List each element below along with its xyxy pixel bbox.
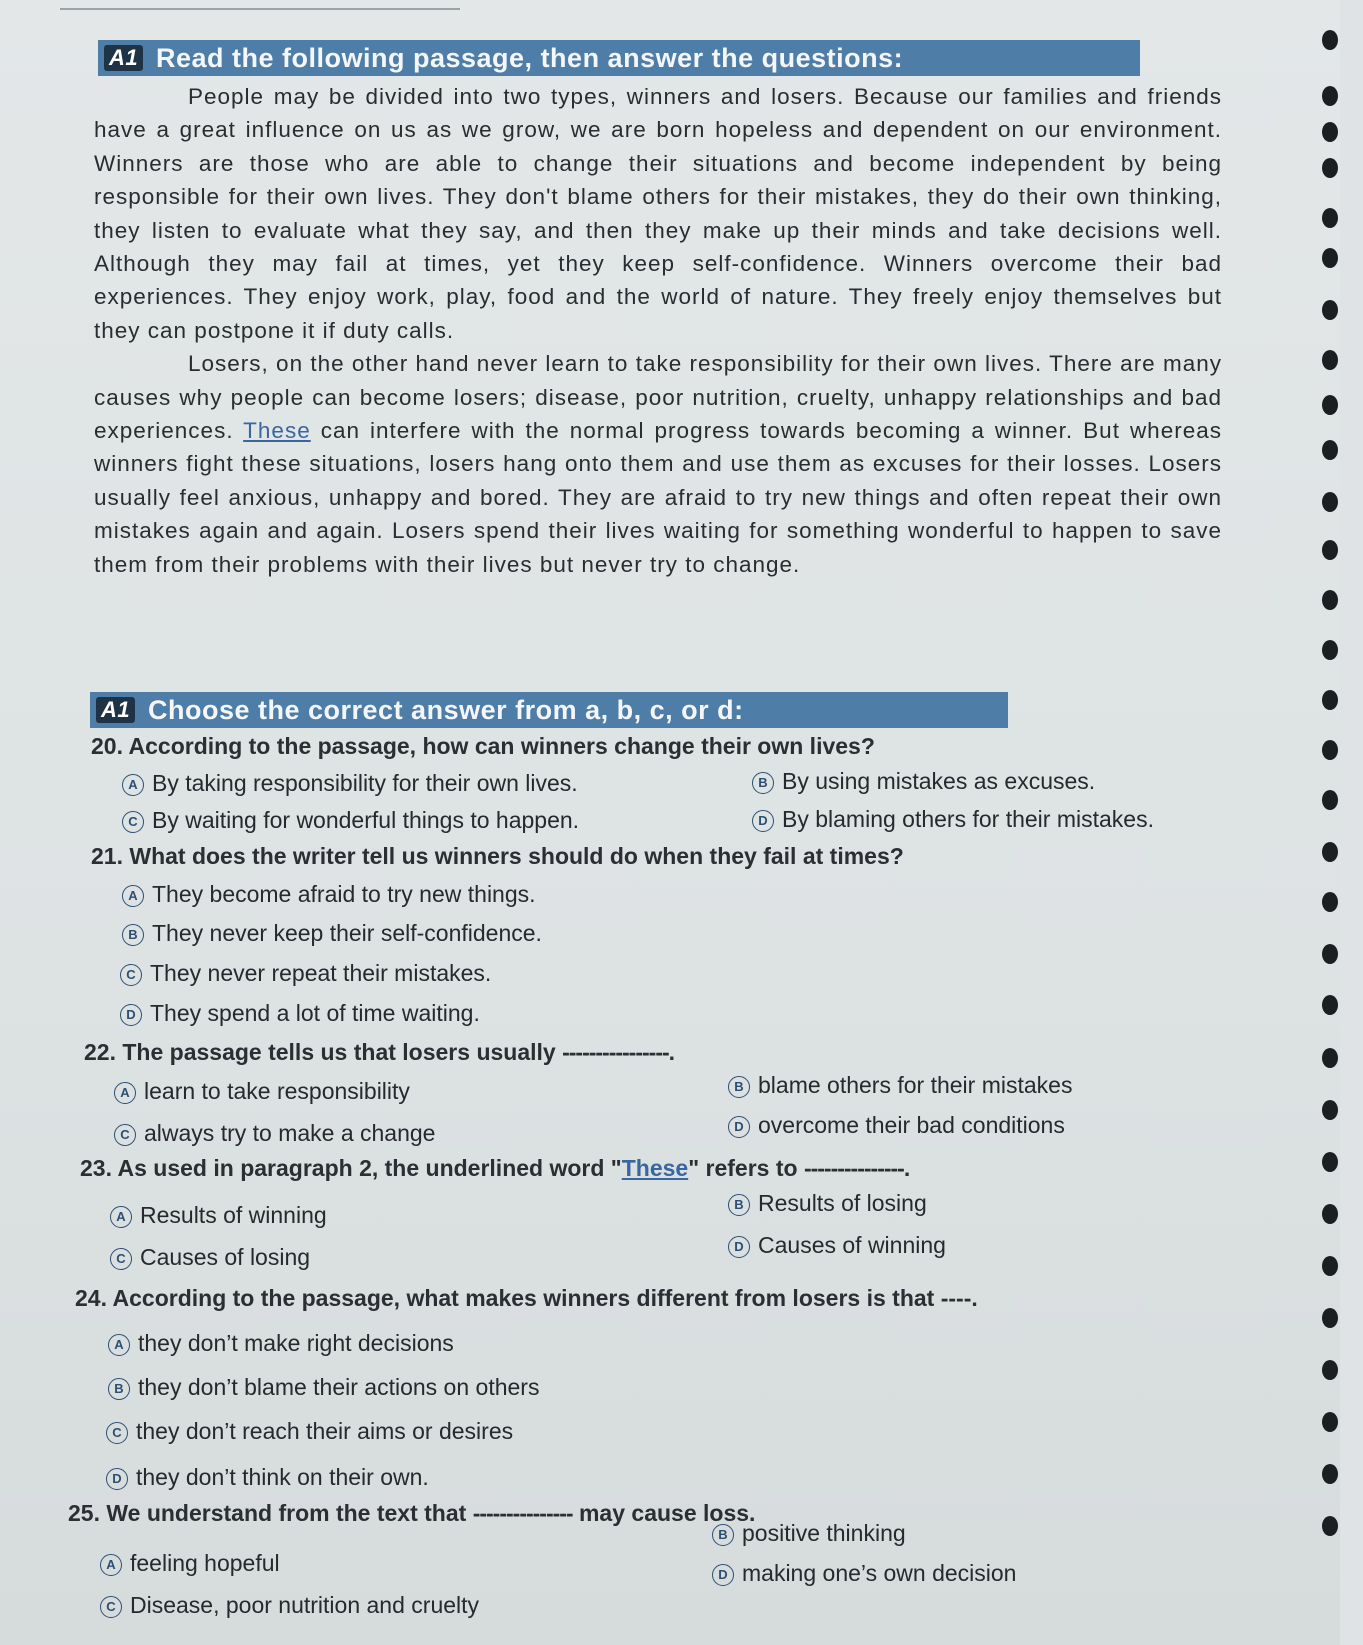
paragraph-2 [94,347,1222,581]
letter-d-icon: D [106,1468,128,1490]
binder-hole [1322,1308,1338,1328]
question-20: 20. According to the passage, how can winners change their own lives? [91,733,875,759]
section-title: Read the following passage, then answer the questions: [156,43,904,73]
binder-hole [1322,1204,1338,1224]
binder-hole [1322,690,1338,710]
q25-option-c[interactable]: C Disease, poor nutrition and cruelty [100,1592,479,1619]
paragraph-1: People may be divided into two types, winners and losers. Because our families and friends have a great influence on us as we grow, we are born hopeless and dependent on our environment. Winners are those who are able to change their situations and become independent by being responsible for their own lives. They don't blame others for their mistakes, they do their own thinking, they listen to evaluate what they say, and then they make up their minds and take decisions well. Although they may fail at times, yet they keep self-confidence. Winners overcome their bad experiences. They enjoy work, play, food and the world of nature. They freely enjoy themselves but they can postpone it if duty calls. [94,84,1222,343]
q22-option-c[interactable]: C always try to make a change [114,1120,435,1147]
q25-option-d[interactable]: D making one’s own decision [712,1560,1016,1587]
q20-option-c[interactable]: C By waiting for wonderful things to happen. [122,807,579,834]
binder-hole [1322,1100,1338,1120]
binder-hole [1322,208,1338,228]
underlined-word-these: These [621,1155,689,1181]
letter-d-icon: D [712,1564,734,1586]
q22-option-a[interactable]: A learn to take responsibility [114,1078,410,1105]
letter-b-icon: B [752,772,774,794]
question-21: 21. What does the writer tell us winners should do when they fail at times? [91,843,904,869]
binder-hole [1322,350,1338,370]
letter-c-icon: C [106,1422,128,1444]
binder-hole [1322,300,1338,320]
paragraph-2-start: Losers, on the other hand never learn to take responsibility for their own lives. There are many causes why people can become losers; disease, poor nutrition, cruelty, unhappy relationships and bad experiences. [94,351,1222,444]
binder-hole [1322,1516,1338,1536]
letter-b-icon: B [728,1194,750,1216]
binder-hole [1322,995,1338,1015]
answer-blank: ---------------- [562,1039,669,1065]
binder-hole [1322,892,1338,912]
q23-option-d[interactable]: D Causes of winning [728,1232,946,1259]
binder-hole [1322,590,1338,610]
q24-option-b[interactable]: B they don’t blame their actions on others [108,1374,539,1401]
letter-c-icon: C [122,811,144,833]
q24-option-a[interactable]: A they don’t make right decisions [108,1330,454,1357]
binder-hole [1322,30,1338,50]
letter-c-icon: C [100,1596,122,1618]
letter-a-icon: A [122,885,144,907]
letter-b-icon: B [728,1076,750,1098]
letter-b-icon: B [108,1378,130,1400]
letter-c-icon: C [114,1124,136,1146]
binder-hole [1322,1048,1338,1068]
binder-hole [1322,790,1338,810]
q23-option-c[interactable]: C Causes of losing [110,1244,310,1271]
q22-option-b[interactable]: B blame others for their mistakes [728,1072,1072,1099]
binder-hole [1322,944,1338,964]
binder-hole [1322,248,1338,268]
q21-option-b[interactable]: B They never keep their self-confidence. [122,920,542,947]
letter-d-icon: D [120,1004,142,1026]
q20-option-a[interactable]: A By taking responsibility for their own lives. [122,770,578,797]
question-25: 25. We understand from the text that --------------- may cause loss. [68,1500,756,1526]
q21-option-c[interactable]: C They never repeat their mistakes. [120,960,491,987]
question-22: 22. The passage tells us that losers usually ----------------. [84,1039,676,1065]
q21-option-a[interactable]: A They become afraid to try new things. [122,881,536,908]
binder-hole [1322,1152,1338,1172]
letter-c-icon: C [110,1248,132,1270]
question-23: 23. As used in paragraph 2, the underlined word "These" refers to ---------------. [80,1155,911,1181]
binder-hole [1322,122,1338,142]
binder-hole [1322,395,1338,415]
binder-hole [1322,540,1338,560]
q24-option-c[interactable]: C they don’t reach their aims or desires [106,1418,513,1445]
binder-hole [1322,1464,1338,1484]
answer-blank: --------------- [472,1500,573,1526]
letter-a-icon: A [122,774,144,796]
binder-hole [1322,1412,1338,1432]
underlined-word-these: These [243,418,311,444]
section-badge: A1 [104,45,143,71]
q24-option-d[interactable]: D they don’t think on their own. [106,1464,429,1491]
binder-hole [1322,1360,1338,1380]
section-title: Choose the correct answer from a, b, c, or d: [148,695,744,725]
letter-c-icon: C [120,964,142,986]
letter-a-icon: A [114,1082,136,1104]
q20-option-b[interactable]: B By using mistakes as excuses. [752,768,1095,795]
binder-hole [1322,158,1338,178]
question-24: 24. According to the passage, what makes winners different from losers is that ----. [75,1285,978,1311]
q23-option-b[interactable]: B Results of losing [728,1190,927,1217]
letter-a-icon: A [100,1554,122,1576]
q23-option-a[interactable]: A Results of winning [110,1202,327,1229]
q25-option-a[interactable]: A feeling hopeful [100,1550,280,1577]
binder-hole [1322,86,1338,106]
binder-hole [1322,842,1338,862]
section-header-questions [90,692,1008,728]
q25-option-b[interactable]: B positive thinking [712,1520,906,1547]
q21-option-d[interactable]: D They spend a lot of time waiting. [120,1000,480,1027]
section-badge: A1 [96,697,135,723]
letter-d-icon: D [728,1116,750,1138]
letter-d-icon: D [728,1236,750,1258]
binder-hole [1322,440,1338,460]
letter-d-icon: D [752,810,774,832]
letter-b-icon: B [122,924,144,946]
binder-hole [1322,740,1338,760]
binder-hole [1322,1256,1338,1276]
section-header-reading [98,40,1140,76]
top-rule-line [60,8,460,10]
reading-passage [94,80,1222,581]
paragraph-2-end: can interfere with the normal progress towards becoming a winner. But whereas winners fight these situations, losers hang onto them and use them as excuses for their losses. Losers usually feel anxious, unhappy and bored. They are afraid to try new things and often repeat their own mistakes again and again. Losers spend their lives waiting for something wonderful to happen to save them from their problems with their lives but never try to change. [94,418,1222,577]
letter-b-icon: B [712,1524,734,1546]
answer-blank: --------------- [803,1155,904,1181]
q20-option-d[interactable]: D By blaming others for their mistakes. [752,806,1154,833]
q22-option-d[interactable]: D overcome their bad conditions [728,1112,1065,1139]
letter-a-icon: A [108,1334,130,1356]
binder-hole [1322,640,1338,660]
letter-a-icon: A [110,1206,132,1228]
binder-holes [1314,0,1340,1645]
binder-hole [1322,492,1338,512]
